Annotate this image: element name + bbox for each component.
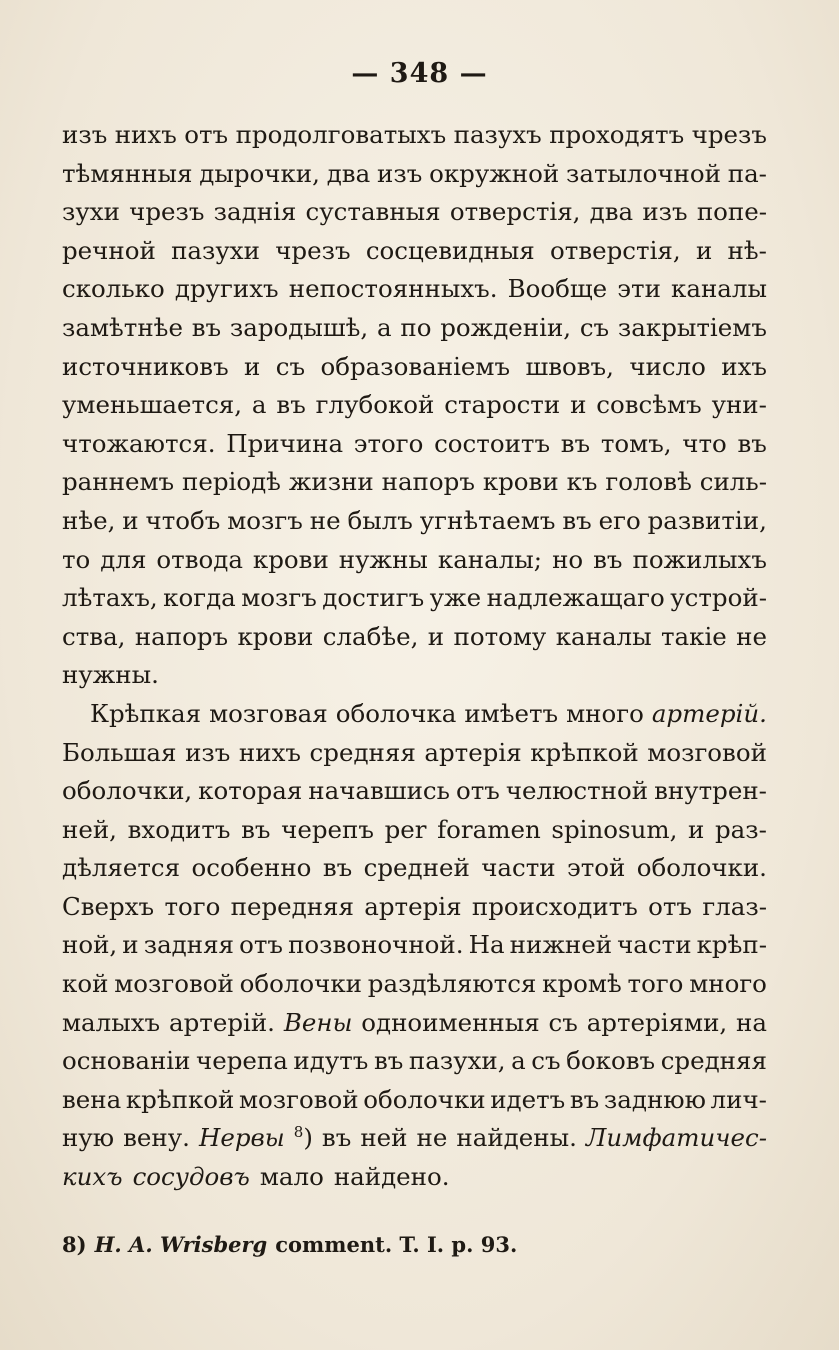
word: задняя xyxy=(143,930,234,960)
word: нѣе, xyxy=(62,505,116,535)
word: позвоночной. xyxy=(288,930,464,960)
word: мозговой xyxy=(647,737,767,767)
text-line xyxy=(62,197,767,236)
word: средняя xyxy=(309,737,416,767)
word: Нервы xyxy=(198,1123,285,1153)
word: вену. xyxy=(123,1123,190,1153)
word: найдено. xyxy=(333,1162,450,1192)
word: изъ xyxy=(377,158,423,188)
word: Лимфатичес- xyxy=(585,1123,767,1153)
word: раз- xyxy=(714,814,767,844)
word: и xyxy=(688,814,705,844)
word: малыхъ xyxy=(62,1007,161,1037)
word: тѣмянныя xyxy=(62,158,193,188)
word: затылочной xyxy=(566,158,721,188)
word: что xyxy=(682,428,727,458)
word: состоитъ xyxy=(434,428,551,458)
word: крови xyxy=(237,621,314,651)
word: идутъ xyxy=(293,1046,369,1076)
text-line xyxy=(62,352,767,391)
word: оболочки xyxy=(363,1084,486,1114)
word: каналы; xyxy=(437,544,543,574)
word: и xyxy=(244,351,261,381)
word: артерій. xyxy=(651,698,767,728)
text-line xyxy=(62,583,767,622)
word: устрой- xyxy=(670,583,767,613)
word: передняя xyxy=(230,891,354,921)
text-line xyxy=(62,120,767,159)
word: отъ xyxy=(648,891,693,921)
word: напоръ xyxy=(381,467,475,497)
word: въ xyxy=(191,312,222,342)
word: пазухи, xyxy=(408,1046,506,1076)
word: но xyxy=(552,544,584,574)
word: въ xyxy=(593,544,623,574)
text-line xyxy=(62,1085,767,1124)
word: и xyxy=(427,621,445,651)
word: его xyxy=(598,505,641,535)
word: имѣетъ xyxy=(464,698,559,728)
word: оболочки. xyxy=(636,853,767,883)
word: особенно xyxy=(191,853,312,883)
word: глаз- xyxy=(702,891,767,921)
word: Большая xyxy=(62,737,177,767)
word: а xyxy=(376,312,392,342)
word: оболочки, xyxy=(62,776,193,806)
word: отъ xyxy=(239,930,283,960)
word: начавшись xyxy=(308,776,450,806)
word: мозгъ xyxy=(241,583,317,613)
word: Причина xyxy=(226,428,344,458)
word: продолговатыхъ xyxy=(235,120,447,149)
word: отверстія, xyxy=(449,197,581,227)
text-line xyxy=(62,815,767,854)
main-text xyxy=(62,120,767,1201)
word: крови xyxy=(482,467,559,497)
word: сосцевидныя xyxy=(365,235,535,265)
word: уменьшается, xyxy=(62,390,243,420)
word: речной xyxy=(62,235,156,265)
word: того xyxy=(164,891,221,921)
word: каналы xyxy=(671,274,767,304)
word: источниковъ xyxy=(62,351,229,381)
word: былъ xyxy=(347,505,413,535)
word: изъ xyxy=(185,737,231,767)
word: сколько xyxy=(62,274,165,304)
text-line xyxy=(62,467,767,506)
word: челюстной xyxy=(505,776,649,806)
word: не xyxy=(736,621,767,651)
text-line xyxy=(62,930,767,969)
word: чрезъ xyxy=(129,197,205,227)
word: съ xyxy=(548,1007,578,1037)
text-line xyxy=(62,738,767,777)
word: раннемъ xyxy=(62,467,175,497)
word: одноименныя xyxy=(361,1007,540,1037)
word: найдены. xyxy=(456,1123,577,1153)
word: ной, xyxy=(62,930,118,960)
word: пазухъ xyxy=(453,120,542,149)
word: нужны. xyxy=(62,660,159,690)
word: чрезъ xyxy=(691,120,767,149)
word: кихъ xyxy=(62,1162,123,1192)
word: такіе xyxy=(660,621,727,651)
word: на xyxy=(736,1007,767,1037)
text-line xyxy=(62,1162,767,1201)
word: каналы xyxy=(555,621,652,651)
word: нужны xyxy=(338,544,428,574)
word: вена xyxy=(62,1084,122,1114)
word: глубокой xyxy=(315,390,435,420)
word: съ xyxy=(579,312,610,342)
word: которая xyxy=(198,776,303,806)
word: нихъ xyxy=(238,737,301,767)
word: въ xyxy=(322,853,353,883)
page-number: — 348 — xyxy=(351,58,488,89)
word: развитіи, xyxy=(647,505,767,535)
word: артерія xyxy=(364,891,462,921)
word: слабѣе, xyxy=(322,621,419,651)
word: эти xyxy=(617,274,661,304)
text-line xyxy=(62,506,767,545)
paragraph xyxy=(62,699,767,1201)
word: дырочки, xyxy=(199,158,320,188)
text-line xyxy=(62,853,767,892)
text-line xyxy=(62,545,767,584)
word: па- xyxy=(727,158,767,188)
word: для xyxy=(100,544,147,574)
word: артеріями, xyxy=(586,1007,728,1037)
word: съ xyxy=(275,351,306,381)
word: этой xyxy=(567,853,626,883)
word: и xyxy=(570,390,587,420)
word: достигъ xyxy=(322,583,425,613)
word: spinosum, xyxy=(551,814,678,844)
word: происходитъ xyxy=(471,891,638,921)
word: жизни xyxy=(288,467,374,497)
word: два xyxy=(326,158,371,188)
word: старости xyxy=(444,390,561,420)
word: образованіемъ xyxy=(320,351,511,381)
word: нижней xyxy=(509,930,613,960)
word: много xyxy=(689,969,767,999)
word: заднія xyxy=(213,197,297,227)
word: напоръ xyxy=(134,621,229,651)
word: въ xyxy=(737,428,767,458)
word: въ xyxy=(569,1084,600,1114)
word: не xyxy=(309,505,341,535)
word: рожденіи, xyxy=(440,312,572,342)
word: суставныя xyxy=(305,197,441,227)
word: угнѣтаемъ xyxy=(419,505,556,535)
word: не xyxy=(416,1123,448,1153)
word: съ xyxy=(531,1046,561,1076)
text-line xyxy=(62,622,767,661)
word: головѣ xyxy=(605,467,692,497)
word: кой xyxy=(62,969,109,999)
text-line xyxy=(62,313,767,352)
word: мозговой xyxy=(114,969,234,999)
word: артерій. xyxy=(168,1007,275,1037)
word: другихъ xyxy=(174,274,279,304)
word: пазухи xyxy=(171,235,260,265)
word: въ xyxy=(562,505,592,535)
text-line xyxy=(62,1046,767,1085)
word: кромѣ xyxy=(542,969,622,999)
word: окружной xyxy=(429,158,560,188)
word: въ xyxy=(560,428,591,458)
word: въ xyxy=(276,390,306,420)
word: средней xyxy=(363,853,470,883)
word: На xyxy=(468,930,505,960)
word: потому xyxy=(453,621,547,651)
word: и xyxy=(122,505,139,535)
word: Вообще xyxy=(507,274,608,304)
word: мозговая xyxy=(209,698,328,728)
footnote-author: H. A. Wrisberg xyxy=(94,1232,268,1257)
text-line xyxy=(62,969,767,1008)
word: лѣтахъ, xyxy=(62,583,158,613)
word: два xyxy=(589,197,634,227)
word: нихъ xyxy=(114,120,177,149)
word: ней xyxy=(360,1123,408,1153)
footnote xyxy=(62,1232,517,1257)
word: и xyxy=(695,235,713,265)
text-line xyxy=(62,892,767,931)
word: совсѣмъ xyxy=(596,390,702,420)
word: сосудовъ xyxy=(132,1162,250,1192)
word: средняя xyxy=(660,1046,767,1076)
word: чрезъ xyxy=(275,235,351,265)
word: замѣтнѣе xyxy=(62,312,183,342)
word: ную xyxy=(62,1123,115,1153)
word: число xyxy=(629,351,706,381)
word: отъ xyxy=(455,776,500,806)
word: оболочка xyxy=(335,698,457,728)
text-line xyxy=(62,159,767,198)
word: въ xyxy=(241,814,271,844)
word: ней, xyxy=(62,814,117,844)
word: per xyxy=(384,814,427,844)
word: въ xyxy=(321,1123,352,1153)
word: оболочки xyxy=(239,969,363,999)
word: крѣп- xyxy=(696,930,767,960)
text-line xyxy=(62,274,767,313)
word: входитъ xyxy=(127,814,231,844)
word: періодѣ xyxy=(181,467,281,497)
word: чтожаются. xyxy=(62,428,216,458)
word: швовъ, xyxy=(525,351,614,381)
text-line xyxy=(62,236,767,275)
word: ихъ xyxy=(721,351,767,381)
word: части xyxy=(617,930,692,960)
word: лич- xyxy=(710,1084,767,1114)
word: къ xyxy=(566,467,598,497)
word: того xyxy=(627,969,684,999)
word: то xyxy=(62,544,91,574)
text-line xyxy=(62,390,767,429)
word: а xyxy=(511,1046,526,1076)
word: въ xyxy=(373,1046,404,1076)
word: основаніи xyxy=(62,1046,191,1076)
word: уже xyxy=(429,583,482,613)
word: попе- xyxy=(696,197,767,227)
word: артерія xyxy=(424,737,522,767)
word: чтобъ xyxy=(145,505,221,535)
word: зухи xyxy=(62,197,120,227)
word: ства, xyxy=(62,621,126,651)
word: черепа xyxy=(196,1046,288,1076)
word: надлежащаго xyxy=(486,583,665,613)
word: зародышѣ, xyxy=(229,312,369,342)
word: раздѣляются xyxy=(367,969,537,999)
text-line xyxy=(62,1008,767,1047)
word: изъ xyxy=(642,197,688,227)
word: а xyxy=(251,390,267,420)
word: мало xyxy=(259,1162,324,1192)
text-line xyxy=(62,1123,767,1162)
word: отвода xyxy=(156,544,243,574)
text-line xyxy=(62,699,767,738)
word: $^8$) xyxy=(293,1123,313,1153)
word: нѣ- xyxy=(727,235,767,265)
word: когда xyxy=(163,583,236,613)
word: черепъ xyxy=(281,814,374,844)
word: foramen xyxy=(437,814,541,844)
text-line xyxy=(62,660,767,699)
word: внутрен- xyxy=(654,776,767,806)
word: Крѣпкая xyxy=(90,698,202,728)
word: заднюю xyxy=(603,1084,706,1114)
word: закрытіемъ xyxy=(617,312,767,342)
word: проходятъ xyxy=(549,120,685,149)
word: крѣпкой xyxy=(125,1084,235,1114)
word: боковъ xyxy=(566,1046,656,1076)
footnote-number: 8) xyxy=(62,1232,87,1257)
word: томъ, xyxy=(600,428,672,458)
footnote-marker: 8 xyxy=(293,1123,304,1142)
word: мозговой xyxy=(238,1084,359,1114)
word: дѣляется xyxy=(62,853,181,883)
word: этого xyxy=(353,428,424,458)
word: изъ xyxy=(62,120,108,149)
word: и xyxy=(122,930,139,960)
word: Вены xyxy=(283,1007,353,1037)
word: Сверхъ xyxy=(62,891,155,921)
word: непостоянныхъ. xyxy=(288,274,498,304)
word: пожилыхъ xyxy=(632,544,767,574)
word: крѣпкой xyxy=(530,737,639,767)
paragraph xyxy=(62,120,767,699)
word: отверстія, xyxy=(550,235,681,265)
word: идетъ xyxy=(490,1084,566,1114)
word: много xyxy=(566,698,644,728)
word: отъ xyxy=(184,120,229,149)
text-line xyxy=(62,429,767,468)
word: по xyxy=(400,312,432,342)
word: крови xyxy=(252,544,329,574)
footnote-reference: comment. T. I. p. 93. xyxy=(275,1232,518,1257)
word: части xyxy=(481,853,556,883)
word: уни- xyxy=(711,390,767,420)
word: мозгъ xyxy=(227,505,303,535)
word: силь- xyxy=(699,467,767,497)
text-line xyxy=(62,776,767,815)
